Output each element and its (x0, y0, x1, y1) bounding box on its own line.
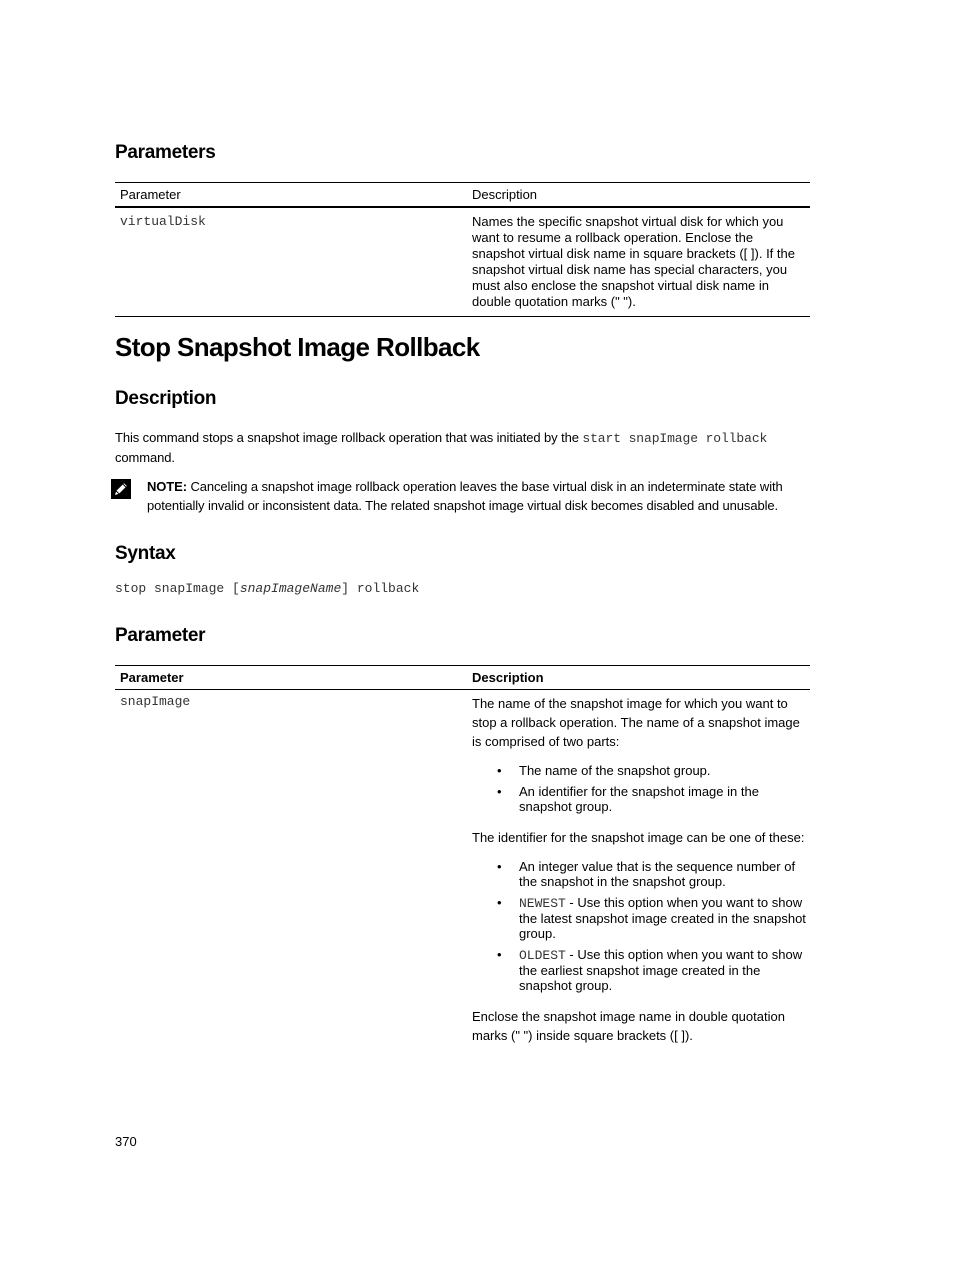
parameter-table-snapimage (115, 665, 810, 1063)
list-item (519, 895, 806, 941)
parameters-heading: Parameters (115, 142, 216, 163)
list-item: • An integer value that is the sequence number of the snapshot in the snapshot group. (519, 859, 806, 889)
table-row (115, 207, 810, 317)
newest-code: NEWEST (519, 896, 566, 911)
param-description: Names the specific snapshot virtual disk for which you want to resume a rollback operation. Enclose the snapshot virtual disk name in square brackets ([ ]). If the snapshot virtual disk name has special characters, you must also enclose the snapshot virtual disk name in double quotation marks (" "). (472, 214, 795, 309)
table-row (115, 690, 810, 1064)
oldest-text: - Use this option when you want to show the earliest snapshot image created in the snapshot group. (519, 947, 803, 993)
page-title: Stop Snapshot Image Rollback (115, 332, 480, 362)
param-name: snapImage (120, 694, 191, 709)
syntax-suffix: ] rollback (341, 581, 420, 596)
description-heading: Description (115, 388, 217, 409)
description-text-end: command. (115, 450, 175, 465)
table-header-row (115, 183, 810, 208)
syntax-code (115, 581, 419, 596)
list-item: • The name of the snapshot group. (519, 763, 806, 778)
header-parameter: Parameter (120, 187, 181, 202)
page-number: 370 (115, 1134, 137, 1149)
header-description: Description (472, 187, 538, 202)
param-name: virtualDisk (120, 214, 206, 229)
note-label: NOTE: (147, 479, 187, 494)
parameters-table-virtualdisk (115, 182, 810, 317)
header-description: Description (472, 670, 544, 685)
table-header-row (115, 666, 810, 690)
parts-list (472, 763, 806, 814)
oldest-code: OLDEST (519, 948, 566, 963)
identifiers-list (472, 859, 806, 993)
list-item (519, 947, 806, 993)
note-text: Canceling a snapshot image rollback operation leaves the base virtual disk in an indeterminate state with potentially invalid or inconsistent data. The related snapshot image virtual disk becomes disabled and unusable. (147, 479, 783, 513)
note-block (147, 477, 807, 515)
closing-paragraph: Enclose the snapshot image name in double quotation marks (" ") inside square brackets ([ ]). (472, 1009, 785, 1043)
param-description (467, 690, 810, 1064)
newest-text: - Use this option when you want to show the latest snapshot image created in the snapshot group. (519, 895, 806, 941)
description-text: This command stops a snapshot image rollback operation that was initiated by the (115, 430, 583, 445)
syntax-prefix: stop snapImage [ (115, 581, 240, 596)
description-code: start snapImage rollback (582, 431, 768, 446)
pencil-note-icon (111, 479, 131, 499)
header-parameter: Parameter (120, 670, 184, 685)
syntax-heading: Syntax (115, 543, 176, 564)
intro-paragraph: The name of the snapshot image for which you want to stop a rollback operation. The name of a snapshot image is comprised of two parts: (472, 696, 800, 749)
syntax-arg: snapImageName (239, 581, 342, 596)
description-paragraph (115, 428, 815, 467)
list-item: • An identifier for the snapshot image in the snapshot group. (519, 784, 806, 814)
parameter-heading: Parameter (115, 625, 206, 646)
identifier-intro: The identifier for the snapshot image can be one of these: (472, 830, 805, 845)
